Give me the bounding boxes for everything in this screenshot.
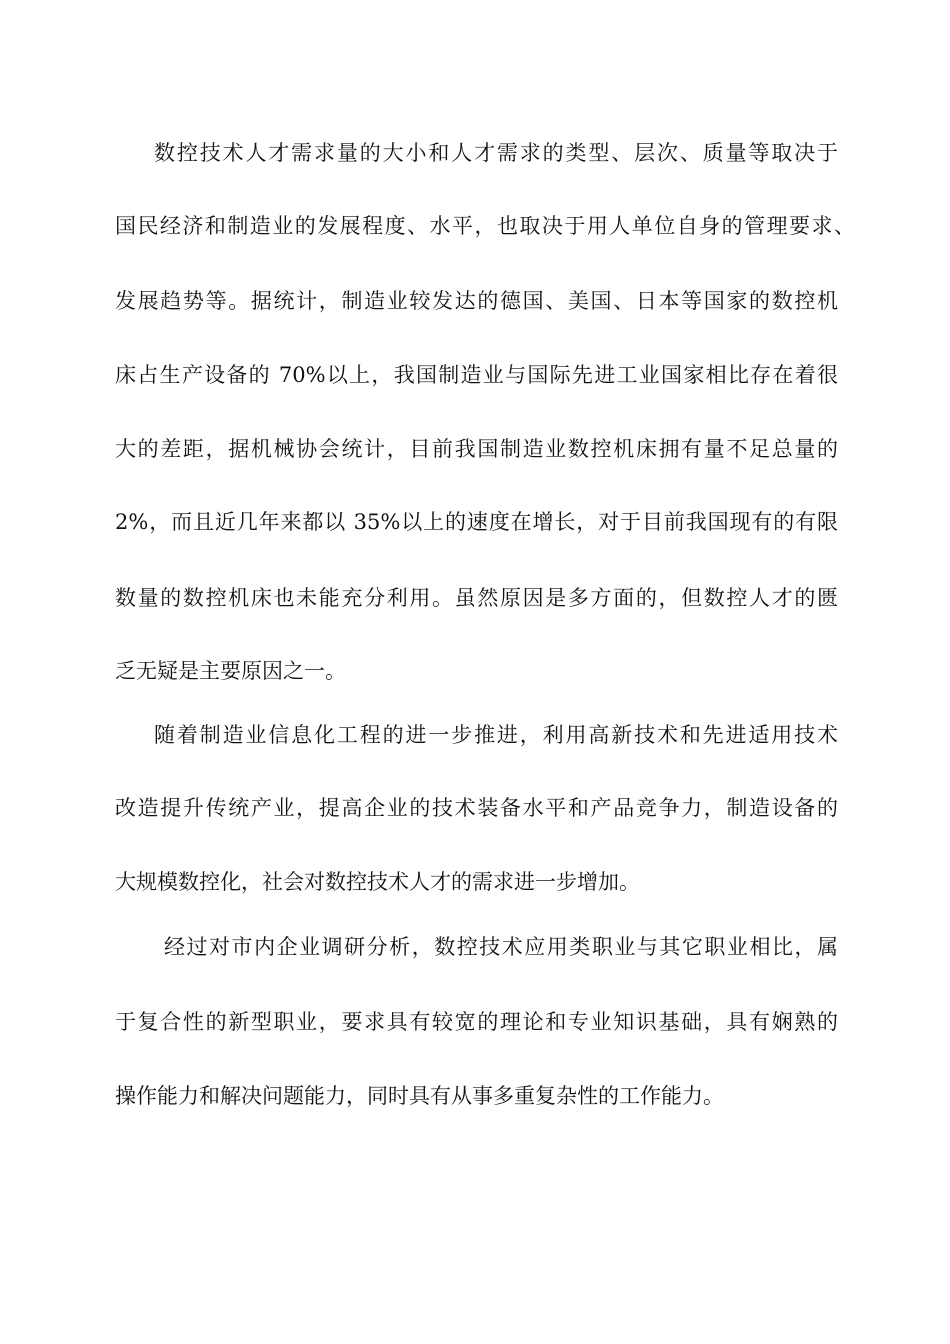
paragraph-line: 大的差距，据机械协会统计，目前我国制造业数控机床拥有量不足总量的	[115, 437, 838, 461]
paragraph-line: 数控技术人才需求量的大小和人才需求的类型、层次、质量等取决于	[154, 141, 838, 165]
paragraph-line: 2%，而且近几年来都以 35%以上的速度在增长，对于目前我国现有的有限	[115, 510, 838, 534]
paragraph-line: 国民经济和制造业的发展程度、水平，也取决于用人单位自身的管理要求、	[115, 214, 855, 238]
paragraph-line: 改造提升传统产业，提高企业的技术装备水平和产品竞争力，制造设备的	[115, 796, 838, 820]
paragraph-line: 床占生产设备的 70%以上，我国制造业与国际先进工业国家相比存在着很	[115, 363, 838, 387]
paragraph-line: 数量的数控机床也未能充分利用。虽然原因是多方面的，但数控人才的匮	[115, 586, 838, 610]
paragraph-line: 经过对市内企业调研分析，数控技术应用类职业与其它职业相比，属	[164, 935, 838, 959]
paragraph-line: 乏无疑是主要原因之一。	[115, 659, 346, 683]
paragraph-line: 操作能力和解决问题能力，同时具有从事多重复杂性的工作能力。	[115, 1084, 724, 1108]
paragraph-line: 发展趋势等。据统计，制造业较发达的德国、美国、日本等国家的数控机	[115, 289, 838, 313]
paragraph-line: 于复合性的新型职业，要求具有较宽的理论和专业知识基础，具有娴熟的	[115, 1010, 838, 1034]
paragraph-line: 大规模数控化，社会对数控技术人才的需求进一步增加。	[115, 870, 640, 894]
paragraph-line: 随着制造业信息化工程的进一步推进，利用高新技术和先进适用技术	[154, 723, 838, 747]
